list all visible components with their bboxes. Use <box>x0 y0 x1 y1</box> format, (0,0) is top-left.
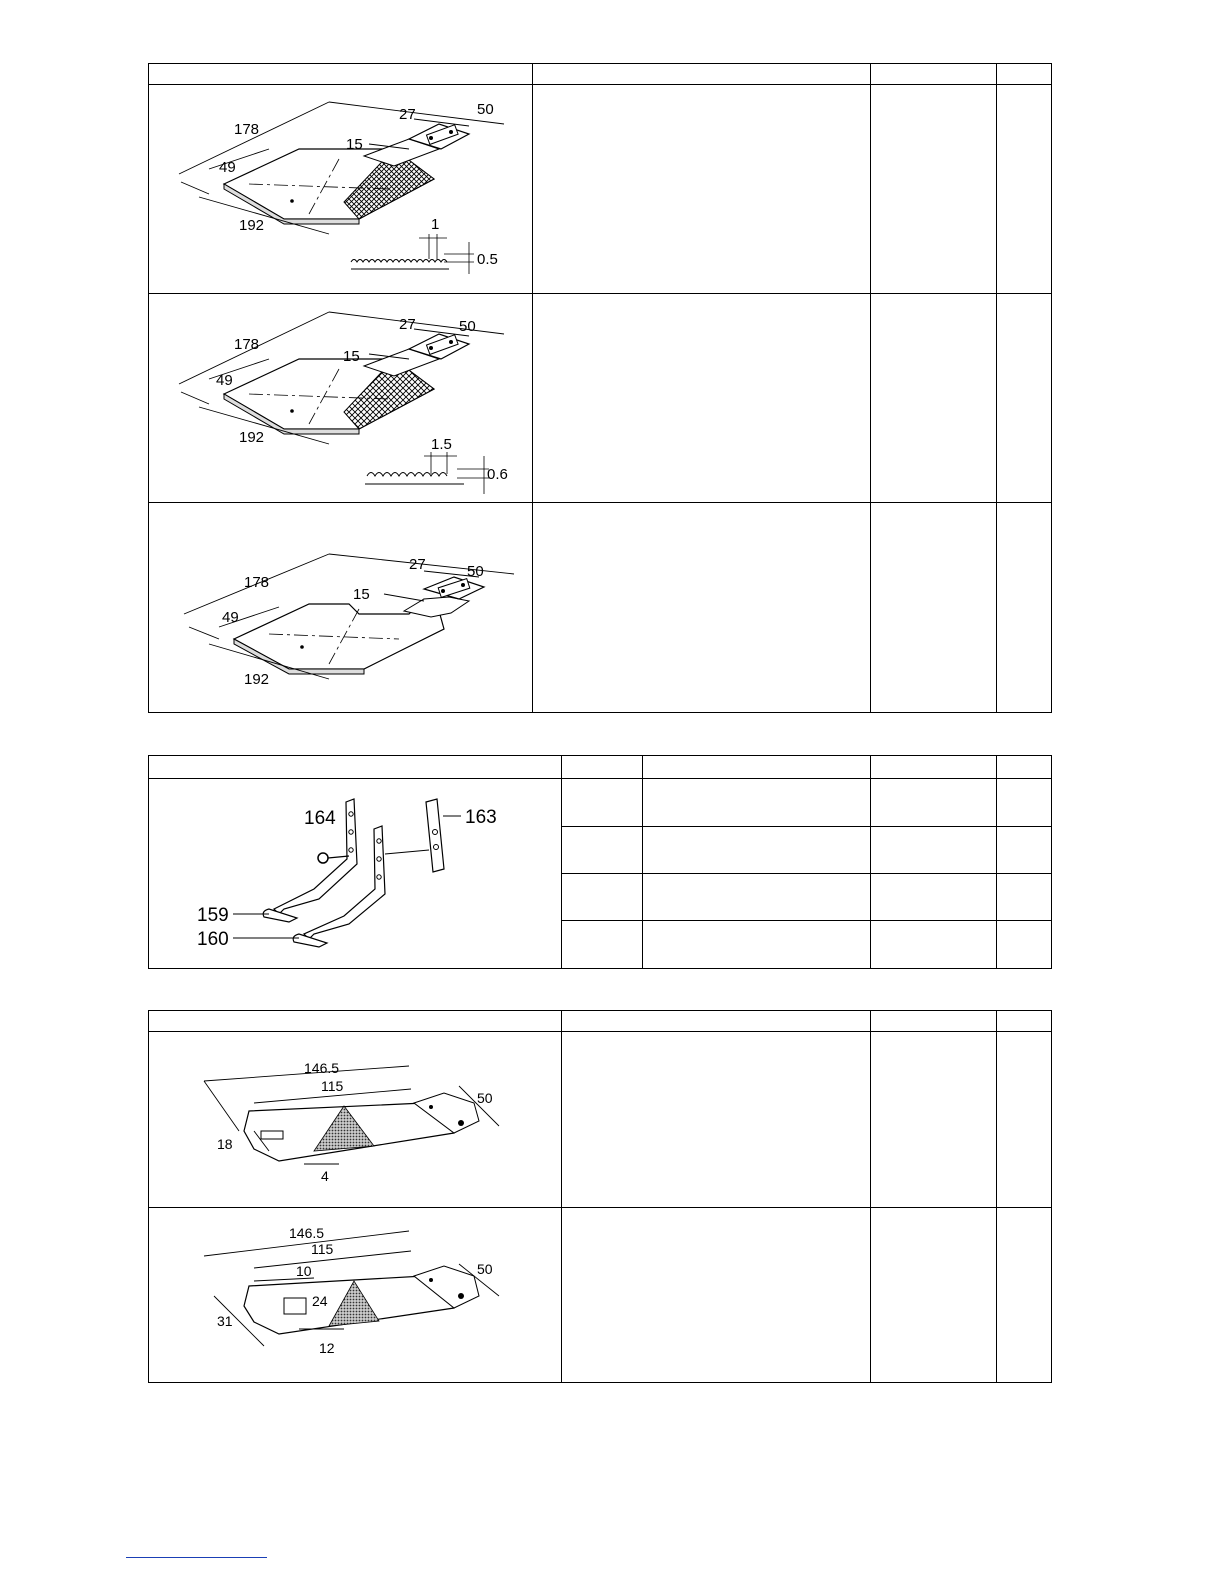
column-divider <box>532 64 533 712</box>
feed-dog-assembly-diagram <box>189 784 549 964</box>
dimension-label: 27 <box>409 556 426 573</box>
row-divider <box>561 873 1051 874</box>
dimension-label: 12 <box>319 1340 335 1356</box>
part-callout-159: 159 <box>197 905 229 926</box>
column-divider <box>561 1011 562 1382</box>
footer-link-underline[interactable] <box>126 1557 267 1558</box>
tooth-depth-label: 0.6 <box>487 466 508 483</box>
dimension-label: 15 <box>346 136 363 153</box>
dimension-label: 50 <box>467 563 484 580</box>
row-divider <box>561 826 1051 827</box>
dimension-label: 178 <box>244 574 270 591</box>
column-divider <box>996 1011 997 1382</box>
feed-plate-diagram-2 <box>199 1226 519 1376</box>
dimension-label: 146.5 <box>304 1060 340 1076</box>
dimension-label: 15 <box>353 586 370 603</box>
dimension-label: 50 <box>477 101 494 118</box>
column-divider <box>561 756 562 968</box>
column-divider <box>870 64 871 712</box>
column-divider <box>870 1011 871 1382</box>
row-divider <box>149 502 1051 503</box>
tooth-pitch-label: 1.5 <box>431 436 452 453</box>
header-row-divider <box>149 84 1051 85</box>
dimension-label: 18 <box>217 1136 233 1152</box>
dimension-label: 49 <box>216 372 233 389</box>
column-divider <box>870 756 871 968</box>
header-row-divider <box>149 1031 1051 1032</box>
dimension-label: 50 <box>477 1090 493 1106</box>
row-divider <box>149 1207 1051 1208</box>
serrated-plate-diagram-1 <box>169 94 519 284</box>
dimension-label: 115 <box>311 1241 334 1257</box>
dimension-label: 50 <box>477 1261 493 1277</box>
column-divider <box>642 756 643 968</box>
column-divider <box>996 756 997 968</box>
dimension-label: 178 <box>234 121 260 138</box>
header-row-divider <box>149 778 1051 779</box>
parts-table-3 <box>148 1010 1052 1383</box>
tooth-pitch-label: 1 <box>431 216 440 233</box>
dimension-label: 10 <box>296 1263 312 1279</box>
part-callout-163: 163 <box>465 807 497 828</box>
dimension-label: 27 <box>399 316 416 333</box>
parts-table-1 <box>148 63 1052 713</box>
dimension-label: 4 <box>321 1168 329 1184</box>
smooth-plate-diagram <box>169 519 519 699</box>
dimension-label: 178 <box>234 336 260 353</box>
part-callout-160: 160 <box>197 929 229 950</box>
feed-plate-diagram-1 <box>199 1051 519 1201</box>
dimension-label: 192 <box>244 671 270 688</box>
dimension-label: 31 <box>217 1313 233 1329</box>
parts-table-2 <box>148 755 1052 969</box>
column-divider <box>996 64 997 712</box>
dimension-label: 49 <box>219 159 236 176</box>
row-divider <box>149 293 1051 294</box>
part-callout-164: 164 <box>304 808 336 829</box>
tooth-depth-label: 0.5 <box>477 251 498 268</box>
dimension-label: 15 <box>343 348 360 365</box>
dimension-label: 115 <box>321 1078 344 1094</box>
dimension-label: 146.5 <box>289 1226 325 1241</box>
dimension-label: 24 <box>312 1293 328 1309</box>
serrated-plate-diagram-2 <box>169 304 519 494</box>
dimension-label: 192 <box>239 217 265 234</box>
dimension-label: 192 <box>239 429 265 446</box>
dimension-label: 49 <box>222 609 239 626</box>
dimension-label: 27 <box>399 106 416 123</box>
dimension-label: 50 <box>459 318 476 335</box>
row-divider <box>561 920 1051 921</box>
